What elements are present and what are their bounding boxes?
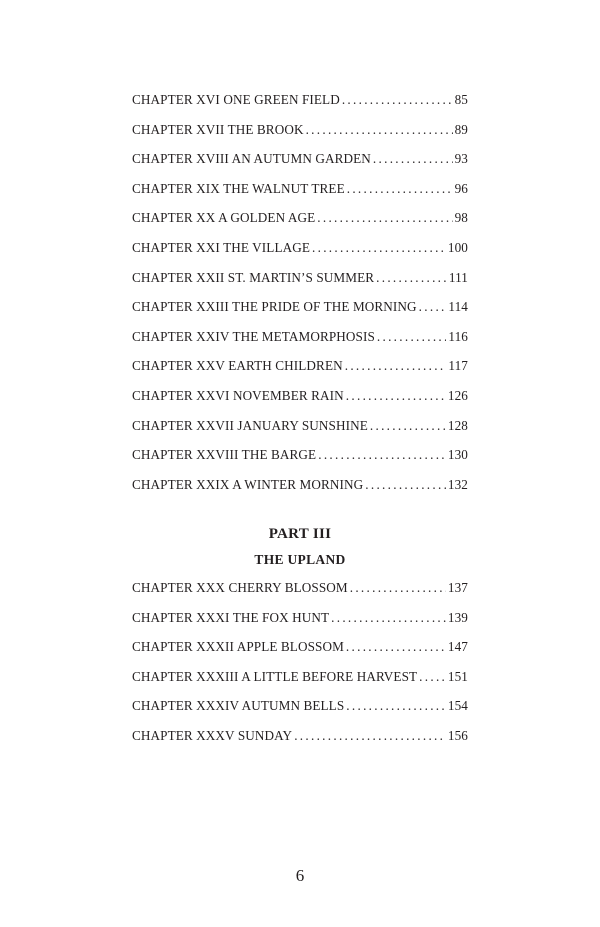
chapter-title: CHAPTER XXXIV AUTUMN BELLS (132, 698, 345, 714)
chapter-title: CHAPTER XXVIII THE BARGE (132, 447, 317, 463)
toc-entry[interactable] (132, 610, 468, 640)
dot-leader (419, 669, 446, 685)
toc-entry[interactable] (132, 418, 468, 448)
chapter-page-number: 154 (447, 698, 468, 714)
chapter-page-number: 114 (448, 299, 468, 315)
chapter-title: CHAPTER XX A GOLDEN AGE (132, 210, 316, 226)
dot-leader (317, 210, 452, 226)
dot-leader (331, 610, 446, 626)
dot-leader (346, 639, 446, 655)
toc-entry[interactable] (132, 151, 468, 181)
chapter-title: CHAPTER XXX CHERRY BLOSSOM (132, 580, 348, 595)
dot-leader (318, 447, 446, 463)
dot-leader (294, 728, 446, 744)
chapter-page-number: 89 (454, 121, 468, 137)
toc-entry[interactable] (132, 329, 468, 359)
chapter-title: CHAPTER XXXI THE FOX HUNT (132, 609, 330, 625)
chapter-page-number: 128 (447, 417, 468, 433)
chapter-title: CHAPTER XXXIII A LITTLE BEFORE HARVEST (132, 668, 418, 684)
toc-entry[interactable] (132, 299, 468, 329)
chapter-page-number: 85 (454, 92, 468, 107)
chapter-title: CHAPTER XXV EARTH CHILDREN (132, 358, 343, 374)
dot-leader (306, 122, 453, 138)
dot-leader (342, 92, 453, 108)
chapter-title: CHAPTER XXVII JANUARY SUNSHINE (132, 417, 368, 433)
dot-leader (312, 240, 446, 256)
toc-entry[interactable] (132, 210, 468, 240)
toc-entry[interactable] (132, 92, 468, 122)
chapter-page-number: 96 (454, 180, 468, 196)
dot-leader (346, 388, 446, 404)
chapter-title: CHAPTER XXIII THE PRIDE OF THE MORNING (132, 299, 417, 315)
chapter-title: CHAPTER XXII ST. MARTIN’S SUMMER (132, 269, 375, 285)
toc-entry[interactable] (132, 477, 468, 507)
dot-leader (370, 418, 446, 434)
chapter-title: CHAPTER XXIV THE METAMORPHOSIS (132, 328, 375, 344)
toc-entry[interactable] (132, 240, 468, 270)
chapter-page-number: 100 (447, 239, 468, 255)
dot-leader (377, 329, 447, 345)
toc-entry[interactable] (132, 122, 468, 152)
chapter-page-number: 117 (448, 358, 468, 374)
toc-list-part-ii (132, 92, 468, 506)
chapter-title: CHAPTER XXI THE VILLAGE (132, 239, 310, 255)
chapter-title: CHAPTER XXXV SUNDAY (132, 727, 293, 743)
dot-leader (345, 358, 447, 374)
chapter-page-number: 156 (447, 727, 468, 743)
chapter-page-number: 137 (447, 580, 468, 595)
chapter-page-number: 130 (447, 447, 468, 463)
dot-leader (376, 270, 447, 286)
chapter-title: CHAPTER XVIII AN AUTUMN GARDEN (132, 151, 371, 167)
chapter-page-number: 98 (454, 210, 468, 226)
dot-leader (350, 580, 446, 596)
chapter-page-number: 111 (448, 269, 468, 285)
dot-leader (346, 698, 446, 714)
chapter-title: CHAPTER XIX THE WALNUT TREE (132, 180, 345, 196)
toc-entry[interactable] (132, 669, 468, 699)
chapter-page-number: 139 (447, 609, 468, 625)
toc-list-part-iii (132, 580, 468, 758)
dot-leader (365, 477, 446, 493)
chapter-page-number: 116 (448, 328, 468, 344)
chapter-title: CHAPTER XVII THE BROOK (132, 121, 304, 137)
part-heading: PART III (268, 526, 332, 542)
chapter-page-number: 126 (447, 387, 468, 403)
chapter-title: CHAPTER XXXII APPLE BLOSSOM (132, 639, 344, 655)
chapter-page-number: 132 (447, 476, 468, 492)
chapter-page-number: 147 (447, 639, 468, 655)
toc-entry[interactable] (132, 447, 468, 477)
toc-entry[interactable] (132, 728, 468, 758)
chapter-title: CHAPTER XXVI NOVEMBER RAIN (132, 387, 344, 403)
part-title: THE UPLAND (254, 552, 346, 567)
toc-entry[interactable] (132, 639, 468, 669)
toc-entry[interactable] (132, 358, 468, 388)
dot-leader (419, 299, 447, 315)
dot-leader (347, 181, 453, 197)
toc-entry[interactable] (132, 698, 468, 728)
dot-leader (373, 151, 453, 167)
toc-entry[interactable] (132, 270, 468, 300)
toc-entry[interactable] (132, 388, 468, 418)
chapter-page-number: 151 (447, 668, 468, 684)
chapter-title: CHAPTER XXIX A WINTER MORNING (132, 476, 364, 492)
page-number: 6 (295, 866, 305, 885)
toc-entry[interactable] (132, 181, 468, 211)
chapter-page-number: 93 (454, 151, 468, 167)
toc-entry[interactable] (132, 580, 468, 610)
chapter-title: CHAPTER XVI ONE GREEN FIELD (132, 92, 340, 107)
